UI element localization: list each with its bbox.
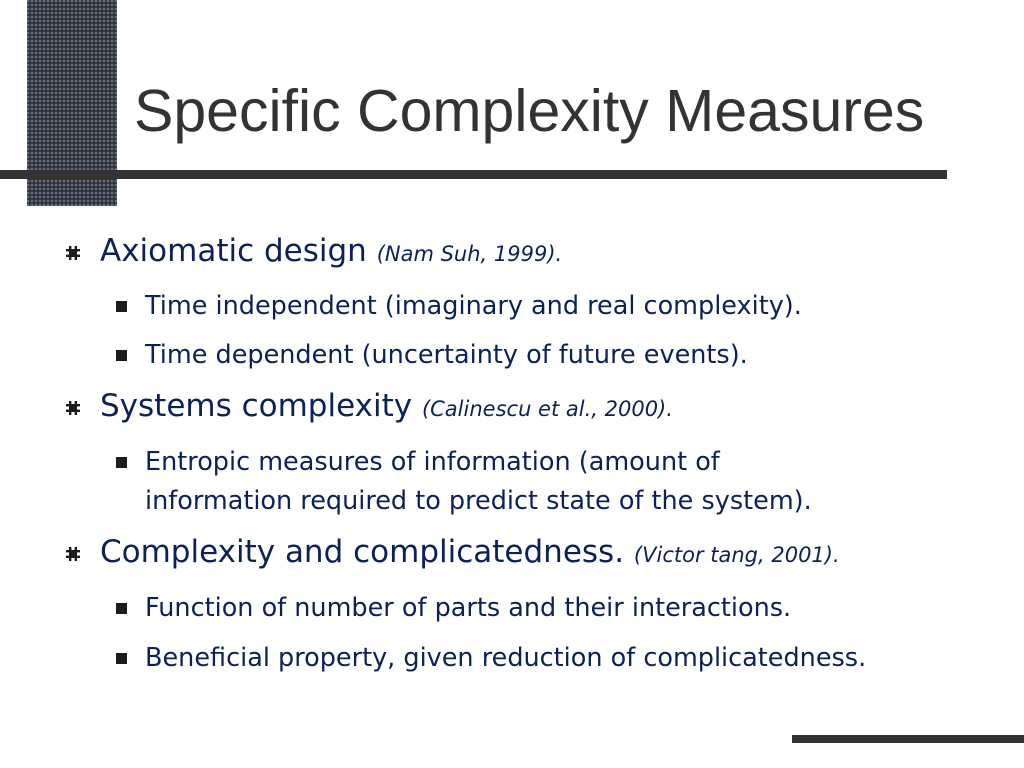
bullet-item-citation: (Victor tang, 2001). (633, 543, 840, 567)
filled-square-bullet-icon (116, 603, 127, 614)
bullet-item-text: Complexity and complicatedness. (100, 534, 625, 570)
sub-bullet-item: Beneficial property, given reduction of complicatedness. (145, 643, 867, 673)
bullet-item-axiomatic-design (100, 233, 563, 269)
sub-bullet-item: Time independent (imaginary and real complexity). (145, 291, 802, 321)
bullet-item-citation: (Nam Suh, 1999). (376, 242, 563, 266)
hash-square-bullet-icon (66, 401, 80, 415)
slide-title: Specific Complexity Measures (134, 78, 925, 144)
hash-square-bullet-icon (66, 547, 80, 561)
filled-square-bullet-icon (116, 457, 127, 468)
filled-square-bullet-icon (116, 350, 127, 361)
hash-square-bullet-icon (66, 246, 80, 260)
sub-bullet-item: Entropic measures of information (amount of information required to predict state of the system). (145, 447, 812, 516)
bullet-item-complexity-and-complicatedness (100, 534, 840, 570)
bullet-item-citation: (Calinescu et al., 2000). (421, 397, 673, 421)
filled-square-bullet-icon (116, 301, 127, 312)
filled-square-bullet-icon (116, 653, 127, 664)
bullet-item-text: Systems complexity (100, 388, 413, 424)
footer-rule (792, 735, 1024, 743)
sub-bullet-item: Time dependent (uncertainty of future events). (145, 340, 748, 370)
sub-bullet-item: Function of number of parts and their interactions. (145, 593, 792, 623)
bullet-item-text: Axiomatic design (100, 233, 367, 269)
bullet-item-systems-complexity (100, 388, 673, 424)
